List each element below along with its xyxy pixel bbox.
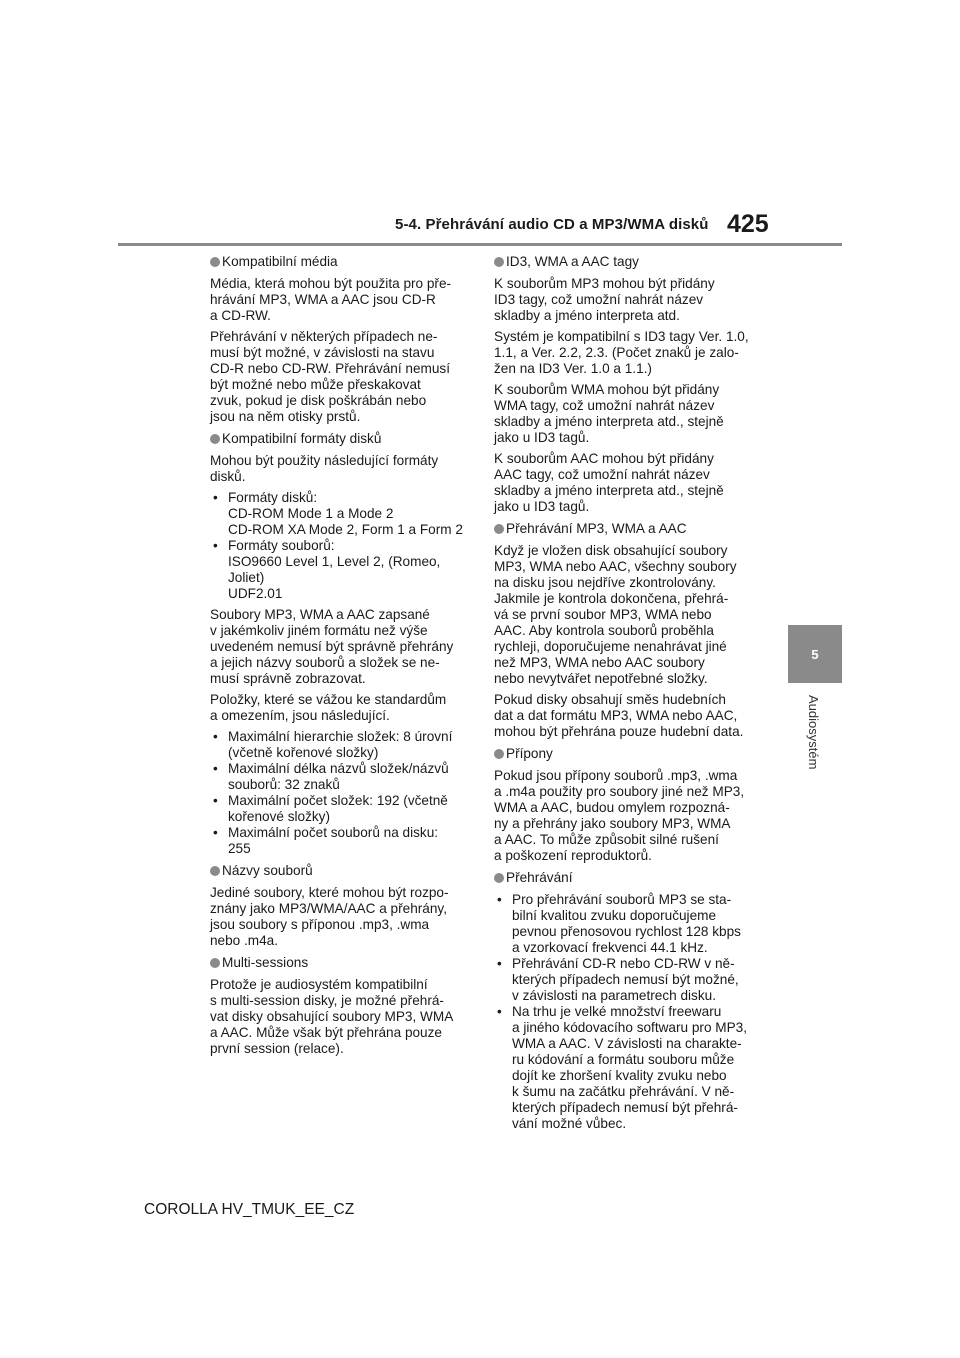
circle-bullet-icon	[210, 434, 220, 444]
paragraph: K souborům AAC mohou být přidány AAC tagy, což umožní nahrát název skladby a jméno interpreta atd., stejně jako u ID3 tagů.	[494, 451, 724, 514]
right-column	[494, 254, 752, 1138]
circle-bullet-icon	[494, 524, 504, 534]
list-item: • Přehrávání CD-R nebo CD-RW v ně- kterých případech nemusí být možné, v závislosti na parametrech disku.	[494, 956, 752, 1004]
section	[494, 746, 752, 864]
paragraph: Položky, které se vážou ke standardům a omezením, jsou následující.	[210, 692, 447, 723]
circle-bullet-icon	[210, 958, 220, 968]
list-item: • Formáty souborů: ISO9660 Level 1, Level 2, (Romeo, Joliet) UDF2.01	[210, 538, 468, 602]
paragraph: Pokud jsou přípony souborů .mp3, .wma a .m4a použity pro soubory jiné než MP3, WMA a AAC, budou omylem rozpozná- ny a přehrány jako soubory MP3, WMA a AAC. To může způsobit silné rušení a poškození reproduktorů.	[494, 768, 745, 863]
section-heading	[494, 254, 752, 270]
list-item: • Formáty disků: CD-ROM Mode 1 a Mode 2 CD-ROM XA Mode 2, Form 1 a Form 2	[210, 490, 468, 538]
section	[210, 431, 468, 857]
circle-bullet-icon	[494, 749, 504, 759]
list-item: • Pro přehrávání souborů MP3 se sta- bilní kvalitou zvuku doporučujeme pevnou přenosovou rychlost 128 kbps a vzorkovací frekvenci 44.1 kHz.	[494, 892, 752, 956]
paragraph: Pokud disky obsahují směs hudebních dat a dat formátu MP3, WMA nebo AAC, mohou být přehrána pouze hudební data.	[494, 692, 744, 739]
bullet-list	[210, 729, 468, 857]
chapter-tab: 5	[788, 625, 842, 683]
paragraph: K souborům MP3 mohou být přidány ID3 tagy, což umožní nahrát název skladby a jméno interpreta atd.	[494, 276, 715, 323]
list-item: • Maximální počet souborů na disku: 255	[210, 825, 468, 857]
bullet-list	[494, 892, 752, 1132]
section	[210, 955, 468, 1057]
section-heading-text: Názvy souborů	[222, 863, 313, 878]
list-item: • Na trhu je velké množství freewaru a jiného kódovacího softwaru pro MP3, WMA a AAC. V závislosti na charakte- ru kódování a formátu souboru může dojít ke zhoršení kvality zvuku nebo k šumu na začátku přehrávání. V ně- kterých případech nemusí být přehrá- vání možné vůbec.	[494, 1004, 752, 1132]
circle-bullet-icon	[210, 866, 220, 876]
paragraph: Protože je audiosystém kompatibilní s multi-session disky, je možné přehrá- vat disky obsahující soubory MP3, WMA a AAC. Může však být přehrána pouze první session (relace).	[210, 977, 454, 1056]
header-rule	[118, 243, 842, 246]
section-heading	[494, 746, 752, 762]
section	[494, 521, 752, 740]
left-column	[210, 254, 468, 1063]
section-heading-text: Multi-sessions	[222, 955, 309, 970]
section	[210, 863, 468, 949]
chapter-label: Audiosystém	[806, 695, 821, 770]
section-heading	[210, 863, 468, 879]
section-heading-text: Kompatibilní média	[222, 254, 338, 269]
section-heading	[210, 955, 468, 971]
section-heading-text: ID3, WMA a AAC tagy	[506, 254, 639, 269]
list-item: • Maximální délka názvů složek/názvů souborů: 32 znaků	[210, 761, 468, 793]
circle-bullet-icon	[494, 257, 504, 267]
section-heading	[210, 254, 468, 270]
section-heading	[494, 870, 752, 886]
section	[494, 254, 752, 515]
paragraph: Když je vložen disk obsahující soubory MP3, WMA nebo AAC, všechny soubory na disku jsou nejdříve zkontrolovány. Jakmile je kontrola dokončena, přehrá- vá se první soubor MP3, WMA nebo AAC. Aby kontrola souborů proběhla rychleji, doporučujeme nenahrávat jiné než MP3, WMA nebo AAC soubory nebo nevytvářet nepotřebné složky.	[494, 543, 737, 686]
circle-bullet-icon	[494, 873, 504, 883]
paragraph: Média, která mohou být použita pro pře- hrávání MP3, WMA a AAC jsou CD-R a CD-RW.	[210, 276, 452, 323]
paragraph: K souborům WMA mohou být přidány WMA tagy, což umožní nahrát název skladby a jméno interpreta atd., stejně jako u ID3 tagů.	[494, 382, 724, 445]
section-heading	[494, 521, 752, 537]
header-title: 5-4. Přehrávání audio CD a MP3/WMA disků	[395, 216, 709, 233]
section-heading-text: Přípony	[506, 746, 553, 761]
section-heading-text: Přehrávání MP3, WMA a AAC	[506, 521, 687, 536]
section-heading-text: Kompatibilní formáty disků	[222, 431, 382, 446]
section-heading	[210, 431, 468, 447]
circle-bullet-icon	[210, 257, 220, 267]
footer-model-code: COROLLA HV_TMUK_EE_CZ	[144, 1201, 355, 1218]
paragraph: Jediné soubory, které mohou být rozpo- znány jako MP3/WMA/AAC a přehrány, jsou soubory s příponou .mp3, .wma nebo .m4a.	[210, 885, 449, 948]
bullet-list	[210, 490, 468, 602]
section	[210, 254, 468, 425]
list-item: • Maximální hierarchie složek: 8 úrovní (včetně kořenové složky)	[210, 729, 468, 761]
section-heading-text: Přehrávání	[506, 870, 573, 885]
page-number: 425	[727, 210, 769, 238]
section	[494, 870, 752, 1132]
paragraph: Systém je kompatibilní s ID3 tagy Ver. 1.0, 1.1, a Ver. 2.2, 2.3. (Počet znaků je zalo- žen na ID3 Ver. 1.0 a 1.1.)	[494, 329, 749, 376]
paragraph: Mohou být použity následující formáty disků.	[210, 453, 439, 484]
paragraph: Přehrávání v některých případech ne- musí být možné, v závislosti na stavu CD-R nebo CD-RW. Přehrávání nemusí být možné nebo může přeskakovat zvuk, pokud je disk poškrábán nebo jsou na něm otisky prstů.	[210, 329, 450, 424]
list-item: • Maximální počet složek: 192 (včetně kořenové složky)	[210, 793, 468, 825]
paragraph: Soubory MP3, WMA a AAC zapsané v jakémkoliv jiném formátu než výše uvedeném nemusí být správně přehrány a jejich názvy souborů a složek se ne- musí správně zobrazovat.	[210, 607, 454, 686]
